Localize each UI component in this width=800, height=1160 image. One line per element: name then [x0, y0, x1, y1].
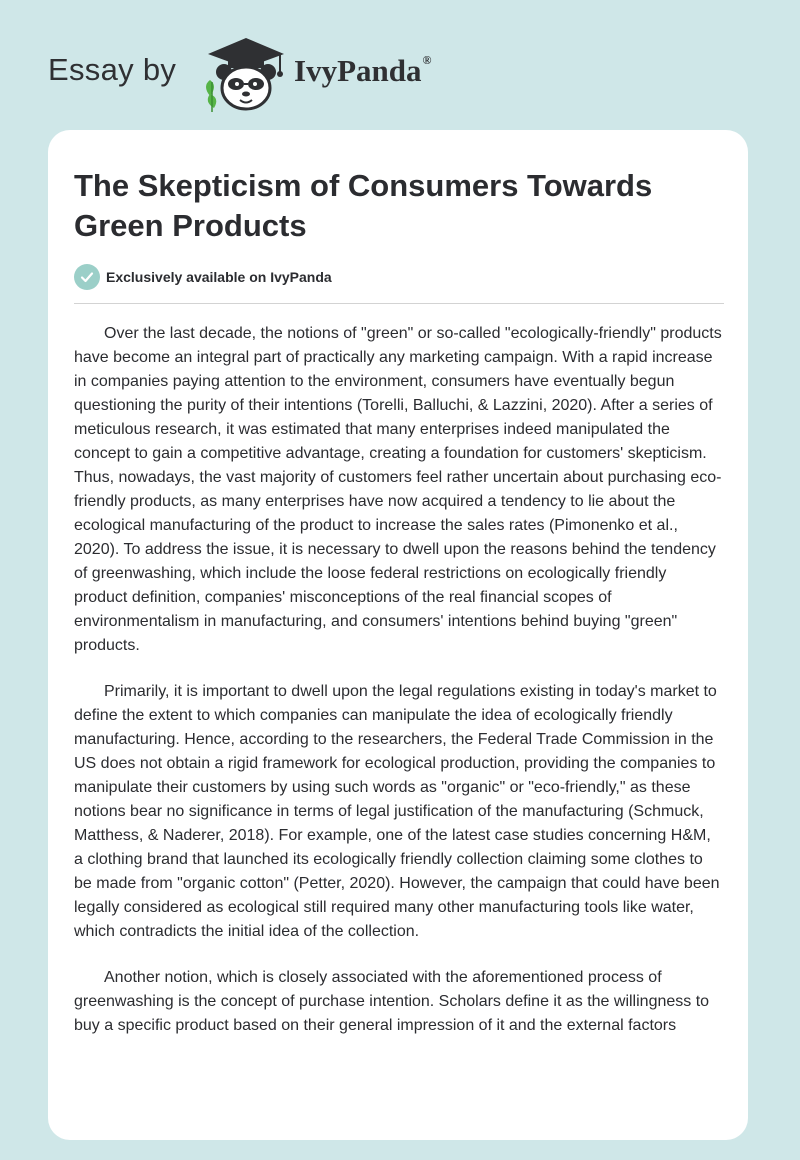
paragraph-1: Over the last decade, the notions of "green" or so-called "ecologically-friendly" products have become an integral part of practically any marketing campaign. With a rapid increase in companies paying attention to the environment, consumers have eventually begun questioning the purity of their intentions (Torelli, Balluchi, & Lazzini, 2020). After a series of meticulous research, it was estimated that many enterprises indeed manipulated the concept to gain a competitive advantage, creating a foundation for customers' skepticism. Thus, nowadays, the vast majority of customers feel rather uncertain about purchasing eco-friendly products, as many enterprises have now acquired a tendency to lie about the ecological manufacturing of the product to increase the sales rates (Pimonenko et al., 2020). To address the issue, it is necessary to dwell upon the reasons behind the tendency of greenwashing, which include the loose federal restrictions on ecologically friendly product definition, companies' misconceptions of the real financial scopes of environmentalism in manufacturing, and consumers' intentions behind buying "green" products. — [74, 325, 722, 654]
registered-mark: ® — [422, 52, 432, 67]
essay-title: The Skepticism of Consumers Towards Green Products — [74, 168, 653, 243]
site-header — [0, 0, 800, 130]
exclusive-badge-text: Exclusively available on IvyPanda — [106, 269, 332, 285]
exclusive-badge — [74, 264, 332, 290]
title-divider — [74, 303, 724, 304]
essay-body — [74, 322, 724, 1060]
check-icon — [74, 264, 100, 290]
essay-by-label: Essay by — [48, 52, 177, 87]
panda-logo-icon[interactable] — [200, 34, 290, 114]
brand-name[interactable]: IvyPanda® — [294, 52, 432, 88]
paragraph-3: Another notion, which is closely associated with the aforementioned process of greenwashing is the concept of purchase intention. Scholars define it as the willingness to buy a specific product based on their general impression of it and the external factors — [74, 969, 710, 1034]
paragraph-2: Primarily, it is important to dwell upon the legal regulations existing in today's market to define the extent to which companies can manipulate the idea of ecologically friendly manufacturing. Hence, according to the researchers, the Federal Trade Commission in the US does not obtain a rigid framework for ecological production, providing the companies to manipulate their customers by using such words as "organic" or "eco-friendly," as these notions bear no significance in terms of legal justification of the manufacturing (Schmuck, Matthess, & Naderer, 2018). For example, one of the latest case studies concerning H&M, a clothing brand that launched its ecologically friendly collection claiming some clothes to be made from "organic cotton" (Petter, 2020). However, the campaign that could have been legally considered as ecological still required many other manufacturing tools like water, which contradicts the initial idea of the collection. — [74, 683, 720, 940]
essay-card — [48, 130, 748, 1140]
